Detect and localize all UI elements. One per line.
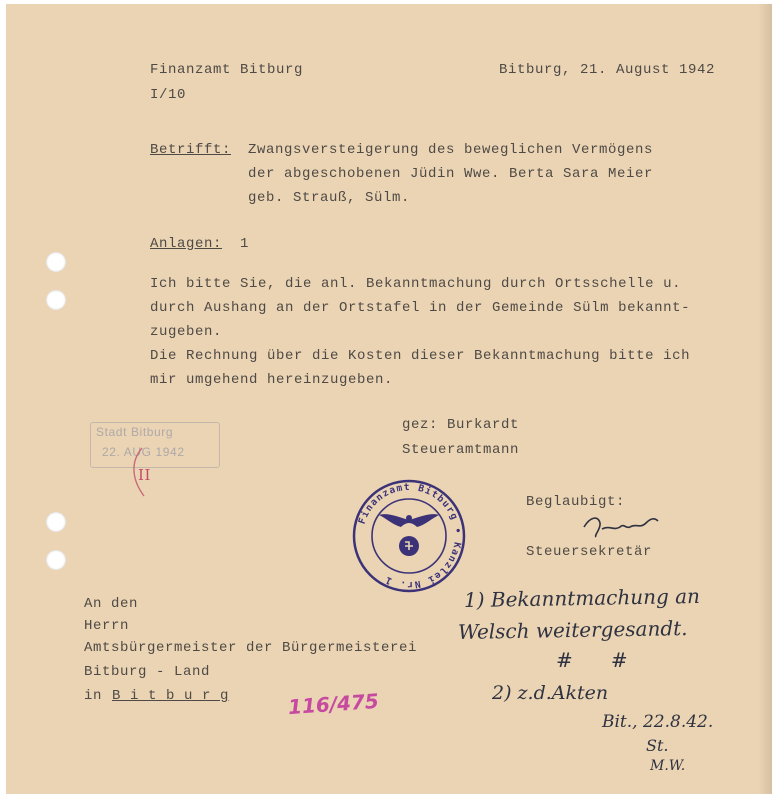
body-line-3: zugeben. bbox=[150, 324, 223, 340]
handwritten-date: Bit., 22.8.42. bbox=[602, 712, 714, 732]
address-prefix: in bbox=[84, 688, 103, 704]
handwritten-initials-1: St. bbox=[646, 736, 669, 755]
handwritten-note-1: 1) Bekanntmachung an bbox=[463, 583, 701, 613]
attachments-label: Anlagen: bbox=[150, 236, 223, 252]
official-seal bbox=[351, 478, 467, 594]
attachments-value: 1 bbox=[240, 236, 250, 252]
handwritten-note-3: 2) z.d.Akten bbox=[492, 682, 609, 704]
place-date: Bitburg, 21. August 1942 bbox=[499, 62, 716, 78]
svg-text:Finanzamt Bitburg • Kanzlei Nr: Finanzamt Bitburg • Kanzlei Nr. 1 bbox=[356, 481, 464, 591]
punch-hole-2 bbox=[46, 290, 66, 310]
body-line-1: Ich bitte Sie, die anl. Bekanntmachung durch Ortsschelle u. bbox=[150, 276, 682, 292]
punch-hole-4 bbox=[46, 550, 66, 570]
address-line-1: An den bbox=[84, 596, 139, 612]
certification-title: Steuersekretär bbox=[526, 544, 653, 560]
handwritten-note-2: Welsch weitergesandt. bbox=[457, 615, 688, 645]
subject-line-1: Zwangsversteigerung des beweglichen Vermögens bbox=[248, 142, 654, 158]
reference-number: I/10 bbox=[150, 87, 187, 103]
address-line-3: Amtsbürgermeister der Bürgermeisterei bbox=[84, 640, 418, 656]
file-number: 116/475 bbox=[287, 688, 380, 720]
signature-name: gez: Burkardt bbox=[402, 417, 520, 433]
certification-label: Beglaubigt: bbox=[526, 494, 626, 510]
received-stamp-line-2: 22. AUG 1942 bbox=[102, 445, 185, 459]
punch-hole-3 bbox=[46, 512, 66, 532]
letter-page bbox=[6, 4, 772, 794]
body-line-5: mir umgehend hereinzugeben. bbox=[150, 372, 394, 388]
received-stamp-pencil-curve bbox=[124, 444, 154, 504]
body-line-4: Die Rechnung über die Kosten dieser Bekanntmachung bitte ich bbox=[150, 348, 691, 364]
received-stamp-line-1: Stadt Bitburg bbox=[96, 425, 174, 439]
address-line-2: Herrn bbox=[84, 618, 130, 634]
received-stamp-mark: II bbox=[138, 466, 152, 484]
certification-signature bbox=[580, 509, 670, 543]
body-line-2: durch Aushang an der Ortstafel in der Gemeinde Sülm bekannt- bbox=[150, 300, 691, 316]
handwritten-initials-2: M.W. bbox=[650, 758, 686, 774]
sender-office: Finanzamt Bitburg bbox=[150, 62, 304, 78]
signature-title: Steueramtmann bbox=[402, 442, 520, 458]
address-line-4: Bitburg - Land bbox=[84, 664, 211, 680]
punch-hole-1 bbox=[46, 252, 66, 272]
address-city: B i t b u r g bbox=[112, 688, 230, 704]
subject-line-2: der abgeschobenen Jüdin Wwe. Berta Sara Meier bbox=[248, 166, 654, 182]
subject-line-3: geb. Strauß, Sülm. bbox=[248, 190, 411, 206]
subject-label: Betrifft: bbox=[150, 142, 232, 158]
handwritten-marks: # # bbox=[556, 648, 628, 672]
